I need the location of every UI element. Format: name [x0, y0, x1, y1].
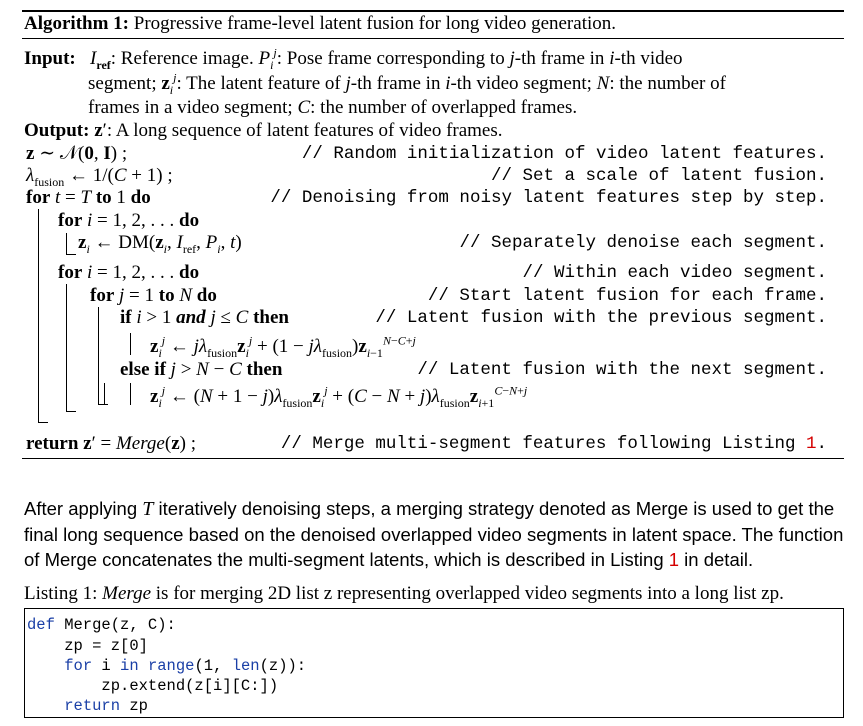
code-line-3: for i in range(1, len(z)):	[64, 657, 307, 675]
algo-comment-3: // Denoising from noisy latent features step by step.	[270, 188, 827, 208]
input-label: Input:	[24, 48, 76, 69]
input-text-3: frames in a video segment; C: the number of overlapped frames.	[88, 97, 578, 118]
code-line-2: zp = z[0]	[27, 637, 148, 655]
algo-line-2	[26, 165, 173, 187]
else-block-bar	[130, 383, 131, 405]
if-block-bar	[130, 333, 131, 355]
algo-line-12	[26, 433, 196, 455]
algo-comment-6: // Within each video segment.	[522, 263, 827, 283]
T-symbol: T	[142, 498, 154, 520]
for-i-block-end-1	[66, 254, 76, 255]
listing-caption: Listing 1: Merge is for merging 2D list z representing overlapped video segments into a long list zp.	[24, 583, 784, 604]
algorithm-title-text: Progressive frame-level latent fusion for long video generation.	[133, 13, 617, 34]
algo-code-11: $z_i^j$ ← $(N + 1 - j)\lambda_{fusion}z_i^j + (C - N + j)\lambda_{fusion}z_{i+1}^{C-N+j}$	[150, 383, 528, 410]
algo-comment-1: // Random initialization of video latent features.	[301, 144, 827, 164]
algo-code-1: z ∼ 𝒩(0, I) ;	[26, 143, 128, 164]
algo-line-9	[150, 333, 416, 360]
algo-line-5	[78, 232, 242, 254]
output-label: Output:	[24, 120, 90, 141]
input-line-2	[88, 70, 726, 97]
else-block-bar-outer	[104, 383, 105, 405]
algo-code-9: $z_i^j$ ← $j\lambda_{fusion}z_i^j + (1 - j\lambda_{fusion})z_{i-1}^{N-C+j}$	[150, 333, 416, 360]
algo-comment-12: // Merge multi-segment features following Listing 1.	[280, 434, 827, 454]
code-line-1: def Merge(z, C):	[27, 616, 176, 634]
for-i-block-bar-2	[66, 284, 67, 412]
algo-line-3	[26, 187, 151, 209]
algo-line-4	[58, 210, 199, 232]
algorithm-bottom-rule	[22, 458, 844, 459]
algo-code-10: else if j > N − C then	[120, 359, 283, 380]
output-line	[24, 120, 503, 142]
listing-code-box	[24, 608, 844, 718]
algo-code-4: for i = 1, 2, . . . do	[58, 210, 200, 231]
code-line-5: return zp	[64, 697, 148, 715]
for-i-block-bar-1	[66, 233, 67, 255]
input-line-3	[88, 97, 577, 119]
for-j-block-end	[98, 404, 108, 405]
algo-code-3: for t = T to 1 do	[26, 187, 151, 208]
algorithm-top-rule	[22, 10, 844, 12]
listing-caption-name: Merge	[102, 583, 152, 604]
algorithm-label: Algorithm 1:	[24, 13, 130, 34]
algo-code-7: for j = 1 to N do	[90, 285, 217, 306]
algo-comment-8: // Latent fusion with the previous segment.	[375, 308, 827, 328]
algo-comment-7: // Start latent fusion for each frame.	[427, 286, 827, 306]
algo-comment-5: // Separately denoise each segment.	[459, 233, 827, 253]
algo-comment-10: // Latent fusion with the next segment.	[417, 360, 827, 380]
algo-code-5: $z_i$ ← $DM(z_i$, $I_{ref}$, $P_i$, t)	[78, 232, 242, 256]
input-line-1	[24, 45, 683, 72]
algo-line-6	[58, 262, 199, 284]
body-paragraph: After applying T iteratively denoising steps, a merging strategy denoted as Merge is used to get the final long sequence based on the denoised overlapped video segments in latent space. The function of Merge concatenates the multi-segment latents, which is described in Listing 1 in detail.	[24, 498, 844, 570]
algo-code-8: if i > 1 and j ≤ C then	[120, 307, 289, 328]
algo-line-10	[120, 359, 282, 381]
input-text-1: $I_{ref}$: Reference image. $P_i^j$: Pose frame corresponding to j-th frame in i-th video	[90, 45, 683, 72]
algorithm-title	[24, 13, 616, 35]
algorithm-header-rule	[22, 38, 844, 39]
algo-line-7	[90, 285, 217, 307]
algo-code-12: return z′ = Merge(z) ;	[26, 433, 196, 454]
for-i-block-end-2	[66, 411, 76, 412]
algo-line-11	[150, 383, 528, 410]
code-line-4: zp.extend(z[i][C:])	[27, 677, 279, 695]
algo-comment-2: // Set a scale of latent fusion.	[490, 166, 827, 186]
output-text: z′: A long sequence of latent features of video frames.	[94, 120, 503, 141]
algo-line-1	[26, 143, 127, 165]
algo-code-2: $\lambda_{fusion}$ ← 1/(C + 1) ;	[26, 165, 173, 189]
algo-line-8	[120, 307, 289, 329]
for-t-block-end	[38, 422, 48, 423]
for-j-block-bar	[98, 307, 99, 405]
listing-ref-link[interactable]: 1	[805, 434, 817, 454]
for-t-block-bar	[38, 209, 39, 423]
input-text-2: segment; $z_i^j$: The latent feature of j-th frame in i-th video segment; N: the number of	[88, 70, 726, 97]
algo-code-6: for i = 1, 2, . . . do	[58, 262, 200, 283]
paragraph-listing-ref[interactable]: 1	[668, 549, 680, 570]
